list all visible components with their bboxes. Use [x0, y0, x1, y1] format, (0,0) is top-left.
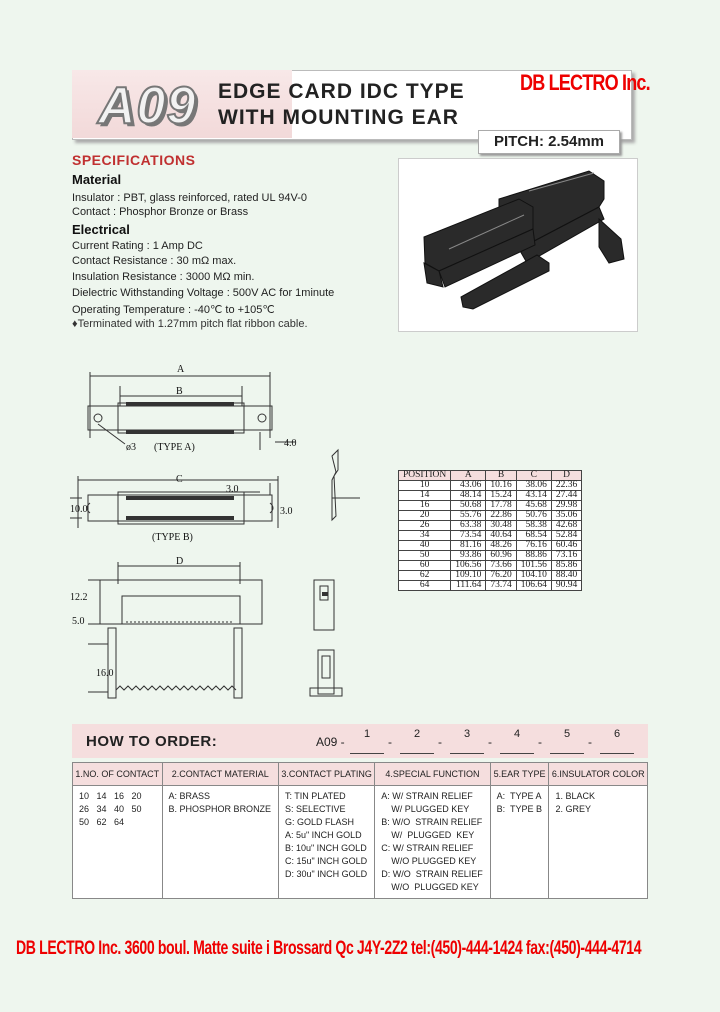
order-column-header: 3.CONTACT PLATING [278, 763, 374, 786]
table-cell: 62 [399, 571, 451, 581]
order-option: G: GOLD FLASH [284, 817, 354, 827]
table-cell: 50.76 [516, 511, 551, 521]
table-cell: 101.56 [516, 561, 551, 571]
table-cell: 58.38 [516, 521, 551, 531]
order-option: C: W/ STRAIN RELIEF [381, 843, 474, 853]
spec-line: Contact : Phosphor Bronze or Brass [72, 206, 249, 218]
table-cell: 85.86 [551, 561, 581, 571]
table-row [399, 481, 582, 491]
order-option: A: 5u" INCH GOLD [284, 830, 362, 840]
table-cell: 109.10 [451, 571, 486, 581]
table-cell: 104.10 [516, 571, 551, 581]
table-row [399, 501, 582, 511]
technical-drawings [70, 358, 390, 710]
order-dash: - [588, 735, 592, 749]
spec-line: Dielectric Withstanding Voltage : 500V AC for 1minute [72, 287, 335, 299]
table-cell: 43.06 [451, 481, 486, 491]
spec-line: Operating Temperature : -40℃ to +105℃ [72, 304, 275, 316]
table-cell: 60.96 [486, 551, 516, 561]
table-cell: 90.94 [551, 581, 581, 591]
table-row [399, 541, 582, 551]
order-slot[interactable] [600, 741, 634, 754]
order-slot-number: 6 [614, 728, 621, 740]
order-option: 1. BLACK [555, 791, 595, 801]
table-cell: 106.64 [516, 581, 551, 591]
table-cell: 34 [399, 531, 451, 541]
dimension-table [398, 470, 582, 591]
table-cell: 40 [399, 541, 451, 551]
type-b-label: (TYPE B) [152, 532, 193, 543]
table-cell: 30.48 [486, 521, 516, 531]
table-row [399, 511, 582, 521]
order-slot[interactable] [550, 741, 584, 754]
table-cell: 38.06 [516, 481, 551, 491]
dim-12: 12.2 [70, 592, 88, 603]
order-option: 50 62 64 [79, 817, 125, 827]
table-cell: 35.06 [551, 511, 581, 521]
order-column-cell [549, 786, 648, 899]
table-cell: 50 [399, 551, 451, 561]
table-cell: 64 [399, 581, 451, 591]
table-cell: 40.64 [486, 531, 516, 541]
order-dash: - [388, 735, 392, 749]
order-option: D: 30u" INCH GOLD [284, 869, 368, 879]
order-column-cell [375, 786, 490, 899]
order-option: A: BRASS [168, 791, 211, 801]
table-row [399, 491, 582, 501]
table-cell: 48.14 [451, 491, 486, 501]
table-cell: 73.16 [551, 551, 581, 561]
order-slot-number: 5 [564, 728, 571, 740]
table-cell: 26 [399, 521, 451, 531]
dim-5: 5.0 [72, 616, 85, 627]
table-cell: 88.86 [516, 551, 551, 561]
table-cell: 20 [399, 511, 451, 521]
product-title-line1: EDGE CARD IDC TYPE [218, 80, 465, 103]
table-cell: 45.68 [516, 501, 551, 511]
type-a-label: (TYPE A) [154, 442, 195, 453]
table-cell: 10.16 [486, 481, 516, 491]
table-cell: 55.76 [451, 511, 486, 521]
order-column-cell [278, 786, 374, 899]
order-option: T: TIN PLATED [284, 791, 346, 801]
table-cell: 93.86 [451, 551, 486, 561]
order-column-cell [162, 786, 278, 899]
brand-name: DB LECTRO Inc. [520, 70, 650, 95]
footer-contact: DB LECTRO Inc. 3600 boul. Matte suite i Brossard Qc J4Y-2Z2 tel:(450)-444-1424 fax:(450)-444-4714 [16, 938, 642, 959]
table-cell: 106.56 [451, 561, 486, 571]
table-cell: 22.36 [551, 481, 581, 491]
spec-line: Insulator : PBT, glass reinforced, rated UL 94V-0 [72, 192, 307, 204]
order-options-table [72, 762, 648, 899]
table-cell: 76.20 [486, 571, 516, 581]
dim-3-b: 3.0 [280, 506, 293, 517]
order-dash: - [438, 735, 442, 749]
table-cell: 10 [399, 481, 451, 491]
dim-label-c: C [176, 474, 183, 485]
dim-16: 16.0 [96, 668, 114, 679]
spec-line: Insulation Resistance : 3000 MΩ min. [72, 271, 255, 283]
order-option: B: W/O STRAIN RELIEF [381, 817, 483, 827]
order-dash: - [488, 735, 492, 749]
order-slot-number: 1 [364, 728, 371, 740]
col-header: POSITION [399, 471, 451, 481]
how-to-order-title: HOW TO ORDER: [86, 733, 218, 750]
table-cell: 17.78 [486, 501, 516, 511]
table-cell: 81.16 [451, 541, 486, 551]
col-header: B [486, 471, 516, 481]
specifications-title: SPECIFICATIONS [72, 152, 196, 168]
order-option: W/ PLUGGED KEY [381, 804, 470, 814]
product-title-line2: WITH MOUNTING EAR [218, 106, 459, 129]
table-row [399, 581, 582, 591]
table-cell: 60 [399, 561, 451, 571]
table-row [399, 531, 582, 541]
col-header: D [551, 471, 581, 481]
order-option: W/O PLUGGED KEY [381, 856, 477, 866]
order-column-header: 5.EAR TYPE [490, 763, 549, 786]
order-option: A: W/ STRAIN RELIEF [381, 791, 473, 801]
table-cell: 29.98 [551, 501, 581, 511]
order-option: 26 34 40 50 [79, 804, 142, 814]
order-slot-number: 2 [414, 728, 421, 740]
dim-3-a: 3.0 [226, 484, 239, 495]
electrical-heading: Electrical [72, 222, 130, 237]
table-cell: 111.64 [451, 581, 486, 591]
table-cell: 50.68 [451, 501, 486, 511]
col-header: C [516, 471, 551, 481]
table-cell: 22.86 [486, 511, 516, 521]
order-option: W/O PLUGGED KEY [381, 882, 479, 892]
col-header: A [451, 471, 486, 481]
order-option: B. PHOSPHOR BRONZE [168, 804, 272, 814]
table-cell: 16 [399, 501, 451, 511]
dim-label-a: A [177, 364, 185, 375]
table-cell: 48.26 [486, 541, 516, 551]
order-option: 10 14 16 20 [79, 791, 142, 801]
order-code-prefix: A09 - [316, 735, 345, 749]
hole-label: ø3 [126, 442, 136, 453]
table-cell: 68.54 [516, 531, 551, 541]
material-heading: Material [72, 172, 122, 187]
order-slot[interactable] [350, 741, 384, 754]
pitch-badge: PITCH: 2.54mm [478, 130, 620, 154]
table-header-row [399, 471, 582, 481]
order-column-header: 6.INSULATOR COLOR [549, 763, 648, 786]
order-option: B: 10u" INCH GOLD [284, 843, 367, 853]
spec-line: Current Rating : 1 Amp DC [72, 240, 203, 252]
table-cell: 73.66 [486, 561, 516, 571]
table-cell: 88.40 [551, 571, 581, 581]
order-option: W/ PLUGGED KEY [381, 830, 475, 840]
table-cell: 14 [399, 491, 451, 501]
order-option: S: SELECTIVE [284, 804, 346, 814]
order-slot-number: 4 [514, 728, 521, 740]
order-column-header: 2.CONTACT MATERIAL [162, 763, 278, 786]
table-cell: 60.46 [551, 541, 581, 551]
product-photo [398, 158, 638, 332]
table-cell: 15.24 [486, 491, 516, 501]
order-option: A: TYPE A [496, 791, 542, 801]
table-cell: 27.44 [551, 491, 581, 501]
table-row [399, 561, 582, 571]
table-cell: 63.38 [451, 521, 486, 531]
table-row [399, 551, 582, 561]
table-cell: 73.54 [451, 531, 486, 541]
dim-label-d: D [176, 556, 184, 567]
model-logo: A09 [98, 77, 197, 135]
order-option: D: W/O STRAIN RELIEF [381, 869, 483, 879]
order-column-cell [490, 786, 549, 899]
order-column-header: 4.SPECIAL FUNCTION [375, 763, 490, 786]
order-column-header: 1.NO. OF CONTACT [73, 763, 163, 786]
order-option: C: 15u" INCH GOLD [284, 856, 368, 866]
table-cell: 52.84 [551, 531, 581, 541]
table-cell: 42.68 [551, 521, 581, 531]
order-slot[interactable] [400, 741, 434, 754]
order-slot[interactable] [500, 741, 534, 754]
dim-label-b: B [176, 386, 183, 397]
order-slot-number: 3 [464, 728, 471, 740]
table-cell: 76.16 [516, 541, 551, 551]
order-option: B: TYPE B [496, 804, 543, 814]
table-cell: 43.14 [516, 491, 551, 501]
order-option: 2. GREY [555, 804, 591, 814]
order-slot[interactable] [450, 741, 484, 754]
table-row [399, 521, 582, 531]
order-dash: - [538, 735, 542, 749]
order-column-cell [73, 786, 163, 899]
spec-line: Contact Resistance : 30 mΩ max. [72, 255, 237, 267]
table-row [399, 571, 582, 581]
dim-4: 4.0 [284, 438, 297, 449]
spec-note: ♦Terminated with 1.27mm pitch flat ribbon cable. [72, 318, 308, 330]
table-cell: 73.74 [486, 581, 516, 591]
dim-10: 10.0 [70, 504, 88, 515]
